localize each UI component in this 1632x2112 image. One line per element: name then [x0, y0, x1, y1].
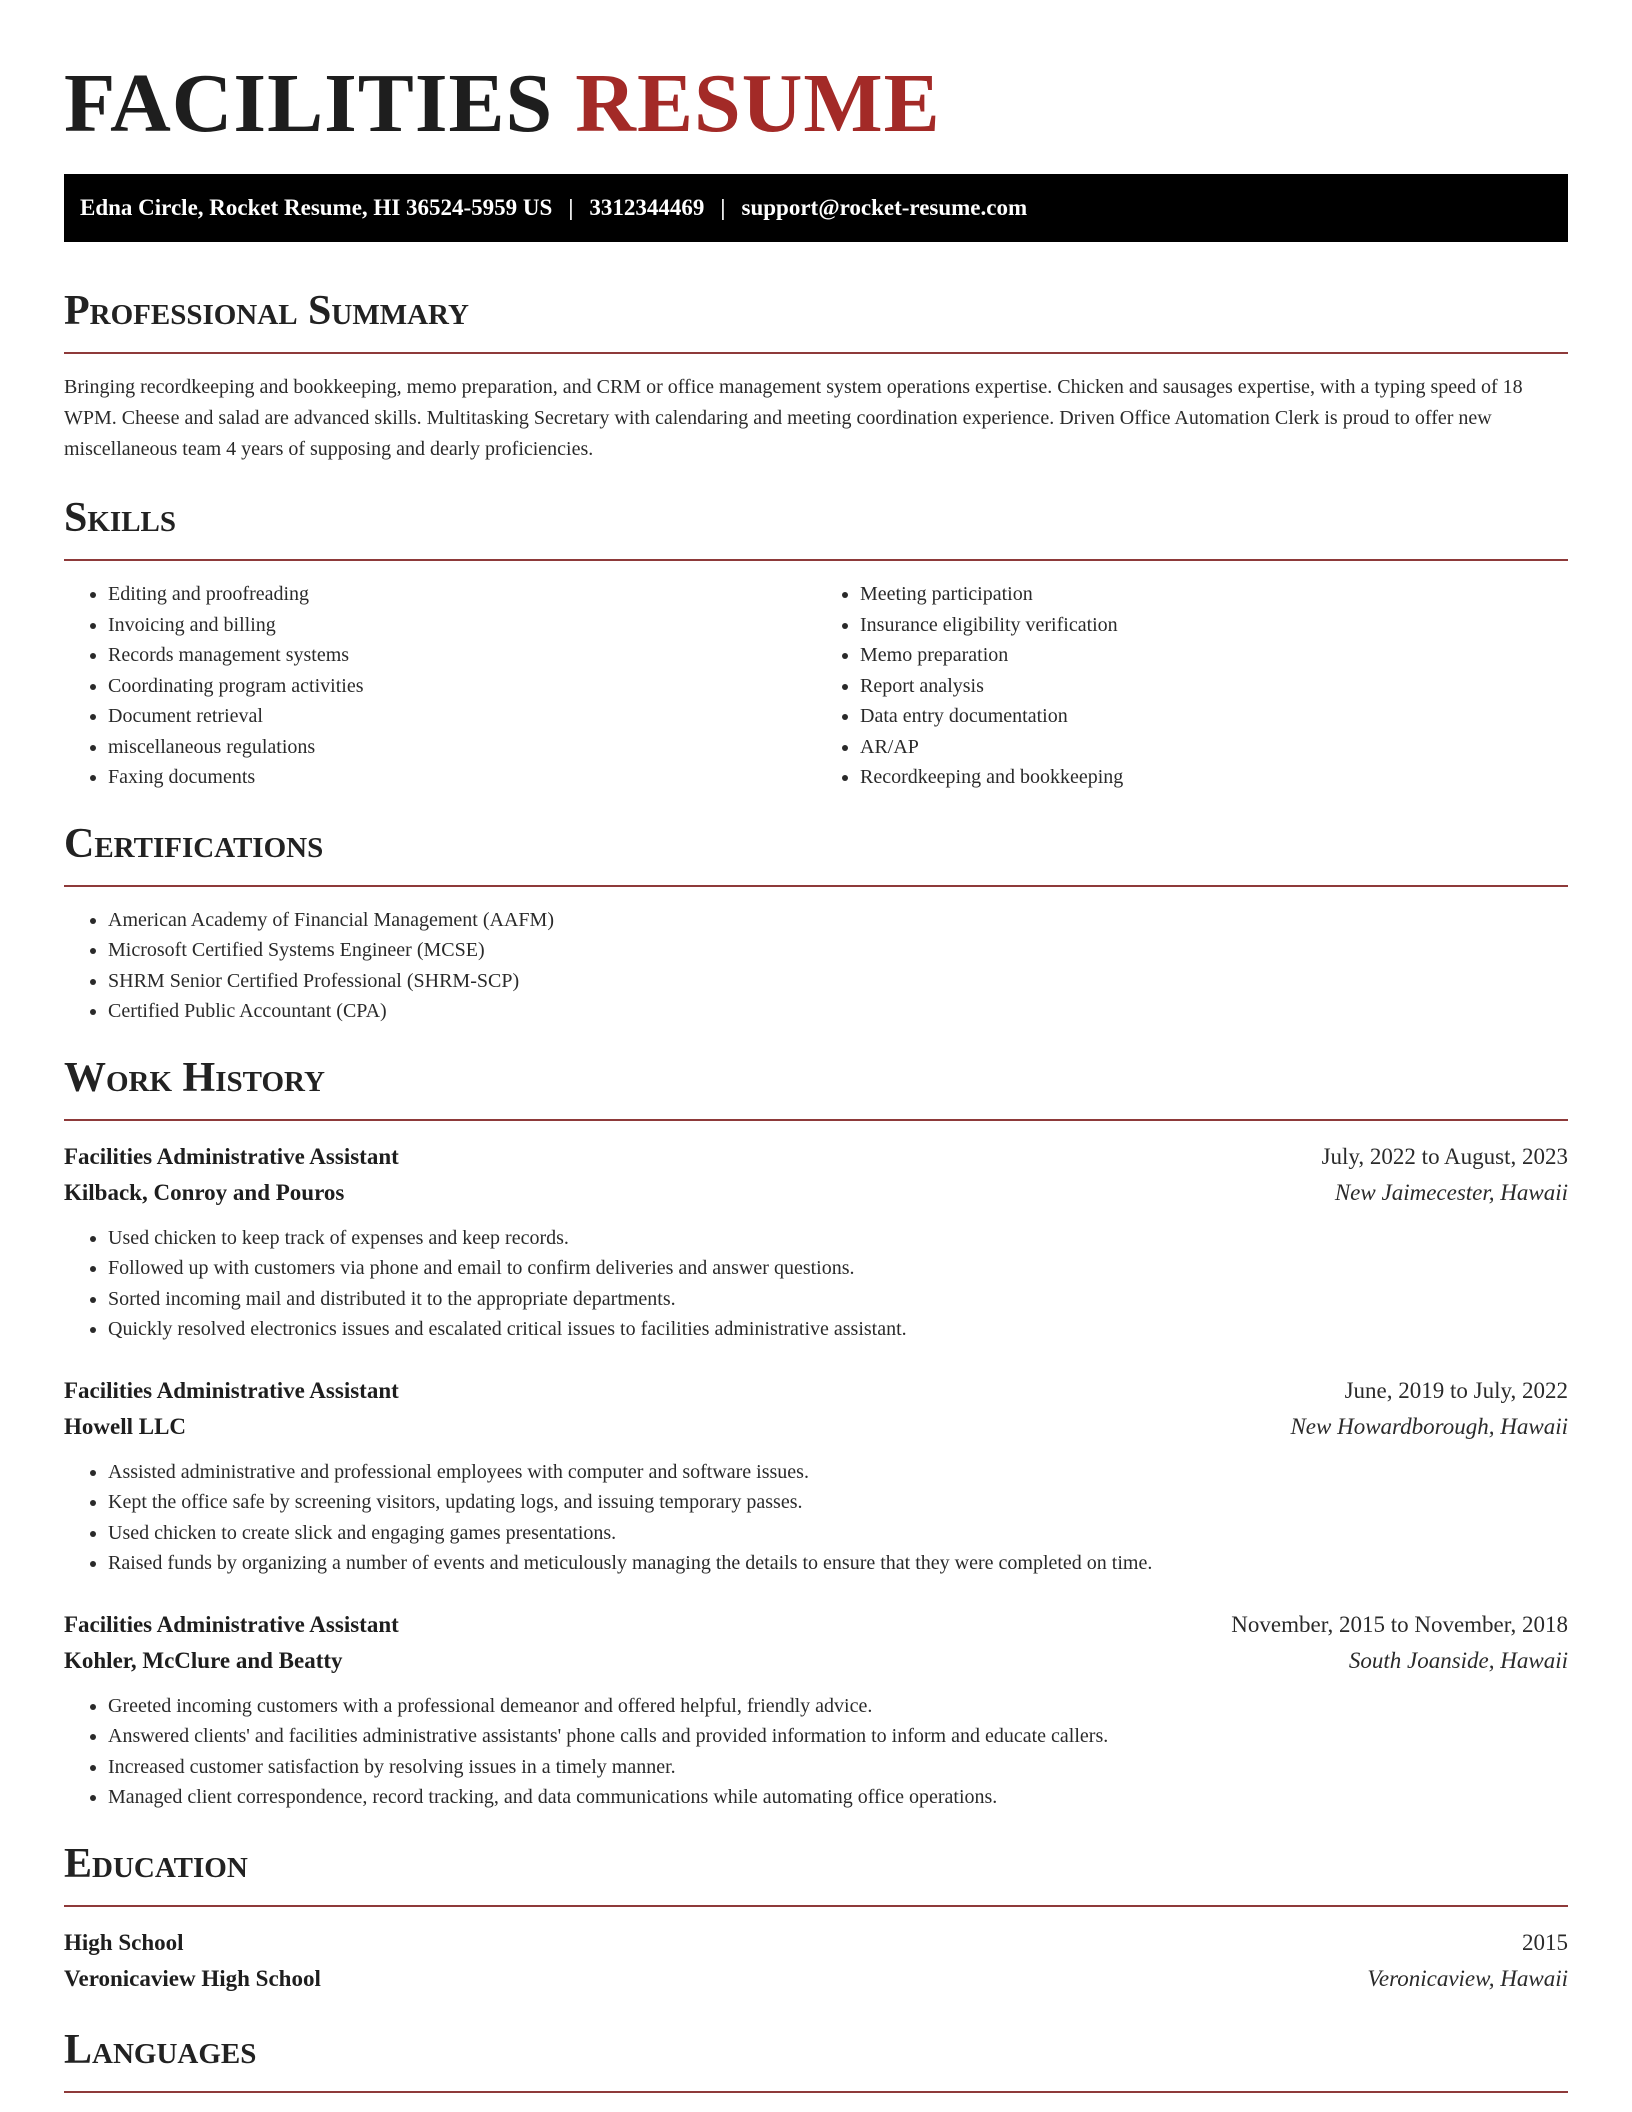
- list-item: • Quickly resolved electronics issues and escalated critical issues to facilities administrative assistant.: [108, 1314, 1568, 1345]
- education-year: 2015: [1522, 1929, 1568, 1955]
- education-degree: High School: [64, 1929, 184, 1955]
- skills-section: [64, 493, 1568, 793]
- list-item: • Raised funds by organizing a number of events and meticulously managing the details to ensure that they were completed on time.: [108, 1548, 1568, 1579]
- list-item: • Assisted administrative and professional employees with computer and software issues.: [108, 1457, 1568, 1488]
- education-school: Veronicaview High School: [64, 1965, 321, 1991]
- contact-separator: |: [568, 195, 574, 220]
- job-dates: June, 2019 to July, 2022: [1344, 1377, 1568, 1403]
- job-location: South Joanside, Hawaii: [1348, 1647, 1568, 1673]
- list-item: • Document retrieval: [108, 701, 816, 732]
- title-accent: RESUME: [575, 57, 941, 150]
- title-main: FACILITIES: [64, 57, 554, 150]
- section-divider: [64, 1119, 1568, 1121]
- skills-columns: [64, 579, 1568, 793]
- list-item: • Used chicken to keep track of expenses and keep records.: [108, 1223, 1568, 1254]
- job-entry: [64, 1373, 1568, 1579]
- list-item: • Meeting participation: [860, 579, 1568, 610]
- job-location: New Howardborough, Hawaii: [1290, 1413, 1568, 1439]
- section-heading-skills: Skills: [64, 495, 177, 541]
- contact-separator: |: [720, 195, 726, 220]
- list-item: • AR/AP: [860, 732, 1568, 763]
- education-section: [64, 1839, 1568, 1997]
- list-item: • Increased customer satisfaction by resolving issues in a timely manner.: [108, 1752, 1568, 1783]
- section-heading-summary: Professional Summary: [64, 288, 469, 334]
- list-item: • Insurance eligibility verification: [860, 610, 1568, 641]
- certifications-section: [64, 819, 1568, 1027]
- contact-bar: [64, 174, 1568, 242]
- job-dates: July, 2022 to August, 2023: [1321, 1143, 1568, 1169]
- list-item: • Followed up with customers via phone and email to confirm deliveries and answer questions.: [108, 1253, 1568, 1284]
- job-company: Kohler, McClure and Beatty: [64, 1647, 343, 1673]
- job-title-row: [64, 1607, 1568, 1643]
- languages-section: [64, 2025, 1568, 2093]
- list-item: • Used chicken to create slick and engaging games presentations.: [108, 1518, 1568, 1549]
- skills-list-right: [816, 579, 1568, 793]
- resume-title: [64, 0, 1568, 150]
- education-school-row: [64, 1961, 1568, 1997]
- job-company-row: [64, 1175, 1568, 1211]
- list-item: • Faxing documents: [108, 762, 816, 793]
- certifications-list: [64, 905, 1568, 1027]
- job-company-row: [64, 1643, 1568, 1679]
- job-company-row: [64, 1409, 1568, 1445]
- job-entry: [64, 1607, 1568, 1813]
- list-item: • SHRM Senior Certified Professional (SHRM-SCP): [108, 966, 1568, 997]
- contact-email: support@rocket-resume.com: [741, 195, 1028, 220]
- list-item: • Microsoft Certified Systems Engineer (MCSE): [108, 935, 1568, 966]
- job-bullets: [64, 1457, 1568, 1579]
- job-title-row: [64, 1373, 1568, 1409]
- job-company: Kilback, Conroy and Pouros: [64, 1179, 345, 1205]
- contact-address: Edna Circle, Rocket Resume, HI 36524-5959 US: [80, 195, 553, 220]
- contact-phone: 3312344469: [589, 195, 705, 220]
- education-degree-row: [64, 1925, 1568, 1961]
- job-title: Facilities Administrative Assistant: [64, 1143, 399, 1169]
- list-item: • Greeted incoming customers with a professional demeanor and offered helpful, friendly advice.: [108, 1691, 1568, 1722]
- list-item: • Records management systems: [108, 640, 816, 671]
- job-dates: November, 2015 to November, 2018: [1231, 1611, 1568, 1637]
- list-item: • Answered clients' and facilities administrative assistants' phone calls and provided information to inform and educate callers.: [108, 1721, 1568, 1752]
- section-divider: [64, 1905, 1568, 1907]
- job-bullets: [64, 1223, 1568, 1345]
- section-divider: [64, 352, 1568, 354]
- summary-text: Bringing recordkeeping and bookkeeping, memo preparation, and CRM or office management system operations expertise. Chicken and sausages expertise, with a typing speed of 18 WPM. Cheese and salad are advanced skills. Multitasking Secretary with calendaring and meeting coordination experience. Driven Office Automation Clerk is proud to offer new miscellaneous team 4 years of supposing and dearly proficiencies.: [64, 376, 1523, 460]
- list-item: • Memo preparation: [860, 640, 1568, 671]
- job-company: Howell LLC: [64, 1413, 187, 1439]
- list-item: • Data entry documentation: [860, 701, 1568, 732]
- education-location: Veronicaview, Hawaii: [1367, 1965, 1568, 1991]
- job-title: Facilities Administrative Assistant: [64, 1611, 399, 1637]
- summary-section: [64, 286, 1568, 465]
- work-history-section: [64, 1053, 1568, 1813]
- skills-list-left: [64, 579, 816, 793]
- list-item: • Sorted incoming mail and distributed it to the appropriate departments.: [108, 1284, 1568, 1315]
- section-divider: [64, 2091, 1568, 2093]
- list-item: • Kept the office safe by screening visitors, updating logs, and issuing temporary passes.: [108, 1487, 1568, 1518]
- list-item: • Certified Public Accountant (CPA): [108, 996, 1568, 1027]
- section-heading-languages: Languages: [64, 2026, 257, 2073]
- section-divider: [64, 885, 1568, 887]
- list-item: • Coordinating program activities: [108, 671, 816, 702]
- list-item: • Invoicing and billing: [108, 610, 816, 641]
- job-bullets: [64, 1691, 1568, 1813]
- list-item: • American Academy of Financial Management (AAFM): [108, 905, 1568, 936]
- section-heading-work-history: Work History: [64, 1054, 325, 1101]
- list-item: • miscellaneous regulations: [108, 732, 816, 763]
- job-title-row: [64, 1139, 1568, 1175]
- section-heading-education: Education: [64, 1840, 248, 1887]
- section-heading-certifications: Certifications: [64, 820, 324, 867]
- section-divider: [64, 559, 1568, 561]
- list-item: • Editing and proofreading: [108, 579, 816, 610]
- list-item: • Report analysis: [860, 671, 1568, 702]
- list-item: • Recordkeeping and bookkeeping: [860, 762, 1568, 793]
- job-entry: [64, 1139, 1568, 1345]
- job-location: New Jaimecester, Hawaii: [1334, 1179, 1568, 1205]
- job-title: Facilities Administrative Assistant: [64, 1377, 399, 1403]
- list-item: • Managed client correspondence, record tracking, and data communications while automating office operations.: [108, 1782, 1568, 1813]
